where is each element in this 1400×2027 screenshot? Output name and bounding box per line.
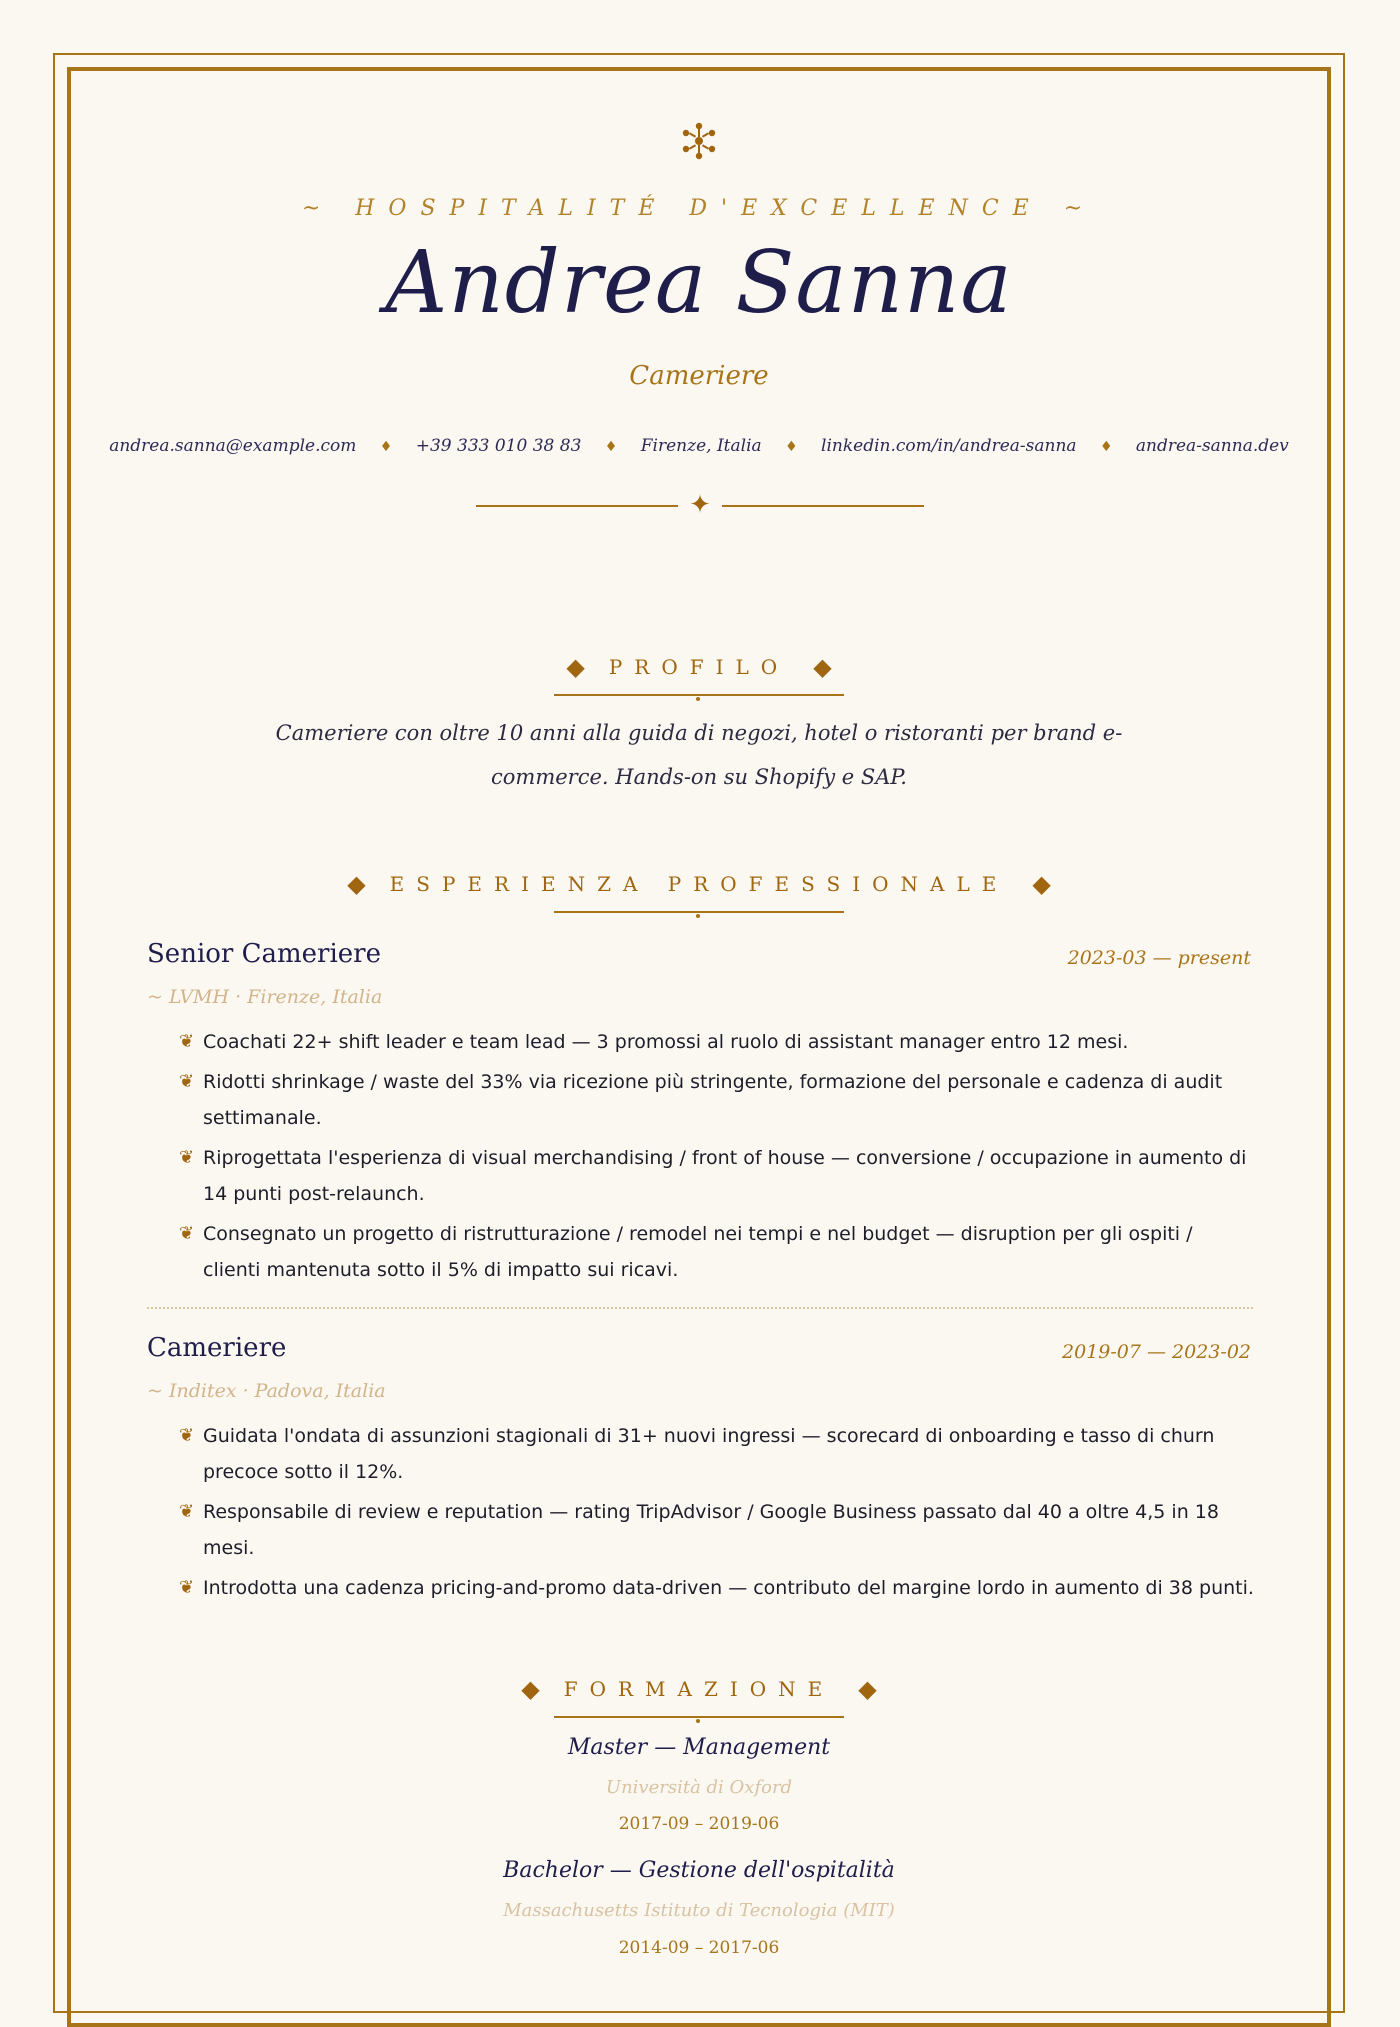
list-item: ❦ Ridotti shrinkage / waste del 33% via ricezione più stringente, formazione del personale e cadenza di audit settimanale. [179, 1064, 1254, 1136]
email-link[interactable]: andrea.sanna@example.com [109, 436, 357, 456]
diamond-separator-icon: ♦ [785, 439, 798, 455]
heart-bullet-icon: ❦ [179, 1071, 195, 1092]
education-institution: Massachusetts Istituto di Tecnologia (MIT) [503, 1900, 895, 1921]
section-heading-experience [71, 870, 1327, 898]
section-heading-label: ESPERIENZA PROFESSIONALE [389, 872, 1009, 896]
list-item: ❦ Introdotta una cadenza pricing-and-promo data-driven — contributo del margine lordo in aumento di 38 punti. [179, 1570, 1254, 1606]
job-organization: ~ LVMH · Firenze, Italia [147, 986, 383, 1008]
divider-line-left [476, 505, 678, 507]
candidate-name: Andrea Sanna [385, 233, 1013, 333]
job-title: Senior Cameriere [147, 939, 381, 969]
section-rule [554, 694, 844, 696]
heart-bullet-icon: ❦ [179, 1425, 195, 1446]
section-heading-label: PROFILO [608, 655, 790, 679]
diamond-icon: ◆ [858, 1675, 877, 1703]
list-item: ❦ Coachati 22+ shift leader e team lead — 3 promossi al ruolo di assistant manager entro 12 mesi. [179, 1024, 1254, 1060]
star-icon: ✦ [689, 490, 711, 520]
heart-bullet-icon: ❦ [179, 1031, 195, 1052]
candidate-role: Cameriere [629, 361, 769, 391]
job-title: Cameriere [147, 1333, 287, 1363]
tagline: ~ HOSPITALITÉ D'EXCELLENCE ~ [301, 196, 1097, 221]
education-degree: Bachelor — Gestione dell'ospitalità [503, 1858, 895, 1883]
education-dates: 2014-09 – 2017-06 [618, 1938, 780, 1958]
linkedin-link[interactable]: linkedin.com/in/andrea-sanna [821, 436, 1077, 456]
phone-text: +39 333 010 38 83 [415, 436, 582, 456]
job-dates: 2023-03 — present [1067, 947, 1251, 969]
location-text: Firenze, Italia [640, 436, 762, 456]
job-dates: 2019-07 — 2023-02 [1062, 1341, 1251, 1363]
heart-bullet-icon: ❦ [179, 1147, 195, 1168]
diamond-icon: ◆ [813, 653, 832, 681]
diamond-icon: ◆ [347, 870, 366, 898]
section-heading-label: FORMAZIONE [563, 1677, 835, 1701]
diamond-icon: ◆ [521, 1675, 540, 1703]
section-heading-profile [71, 653, 1327, 681]
resume-page [71, 71, 1327, 1980]
divider-line-right [722, 505, 924, 507]
contact-line [71, 436, 1327, 456]
list-item: ❦ Consegnato un progetto di ristrutturazione / remodel nei tempi e nel budget — disruption per gli ospiti / clienti mantenuta sotto il 5% di impatto sui ricavi. [179, 1216, 1254, 1288]
job-separator [147, 1307, 1253, 1309]
diamond-separator-icon: ♦ [379, 439, 393, 455]
education-degree: Master — Management [567, 1735, 831, 1760]
job-bullets [179, 1418, 1254, 1610]
section-heading-education [71, 1675, 1327, 1703]
job-bullets [179, 1024, 1254, 1292]
list-item: ❦ Riprogettata l'esperienza di visual merchandising / front of house — conversione / occupazione in aumento di 14 punti post-relaunch. [179, 1140, 1254, 1212]
diamond-separator-icon: ♦ [1099, 439, 1113, 455]
heart-bullet-icon: ❦ [179, 1577, 195, 1598]
heart-bullet-icon: ❦ [179, 1223, 195, 1244]
section-rule [554, 1716, 844, 1718]
diamond-separator-icon: ♦ [604, 439, 618, 455]
education-dates: 2017-09 – 2019-06 [618, 1814, 780, 1834]
website-link[interactable]: andrea-sanna.dev [1135, 436, 1289, 456]
diamond-icon: ◆ [1032, 870, 1051, 898]
profile-summary: Cameriere con oltre 10 anni alla guida di negozi, hotel o ristoranti per brand e-commerce. Hands-on su Shopify e SAP. [275, 721, 1123, 789]
section-rule [554, 911, 844, 913]
flourish-icon [71, 121, 1327, 168]
diamond-icon: ◆ [566, 653, 585, 681]
list-item: ❦ Guidata l'ondata di assunzioni stagionali di 31+ nuovi ingressi — scorecard di onboarding e tasso di churn precoce sotto il 12%. [179, 1418, 1254, 1490]
education-institution: Università di Oxford [605, 1777, 793, 1798]
list-item: ❦ Responsabile di review e reputation — rating TripAdvisor / Google Business passato dal 40 a oltre 4,5 in 18 mesi. [179, 1494, 1254, 1566]
heart-bullet-icon: ❦ [179, 1501, 195, 1522]
asterisk-flower-icon [681, 121, 717, 161]
job-organization: ~ Inditex · Padova, Italia [147, 1380, 386, 1402]
header-divider [71, 491, 1327, 521]
